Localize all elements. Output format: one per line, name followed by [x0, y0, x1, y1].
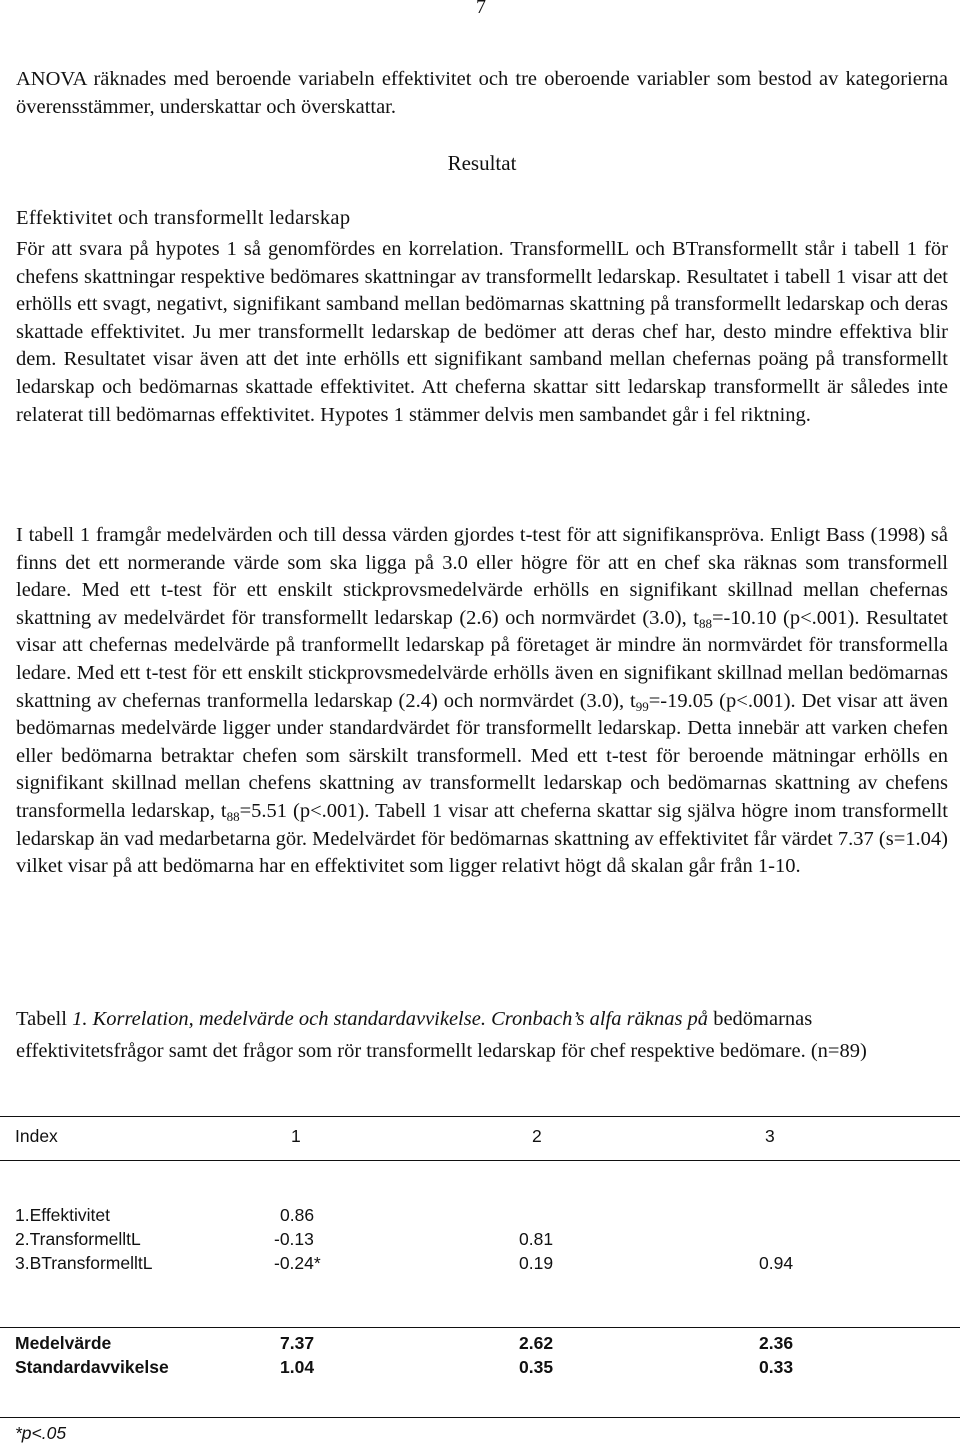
table-cell: 1.Effektivitet [15, 1205, 111, 1225]
table-header-col-1: 1 [291, 1126, 301, 1146]
table-cell: 2.TransformelltL [15, 1229, 141, 1249]
results-paragraph-2: I tabell 1 framgår medelvärden och till dessa värden gjordes t-test för att signifikanspröva. Enligt Bass (1998) så finns det ett normerande värde som ska ligga på 3.0 eller högre för att en chef ska räknas som transformell ledare. Med ett t-test för ett enskilt stickprovsmedelvärde erhölls en signifikant skillnad mellan chefernas skattning av medelvärdet för transformellt ledarskap (2.6) och normvärdet (3.0), $t_{88}=-10.10$ (p<.001). Resultatet visar att chefernas medelvärde på tranformellt ledarskap på företaget är mindre än normvärdet för transformella ledare. Med ett t-test för ett enskilt stickprovsmedelvärde erhölls även en signifikant skillnad mellan bedömarnas skattning av chefernas tranformella ledarskap (2.4) och normvärdet (3.0), $t_{99}=-19.05$ (p<.001). Det visar att även bedömarnas medelvärde ligger under standardvärdet för transformellt ledarskap. Detta innebär att varken chefen eller bedömarna betraktar chefen som särskilt transformell. Med ett t-test för beroende mätningar erhölls en signifikant skillnad mellan chefens skattning av transformellt ledarskap och bedömarnas skattning av chefens transformella ledarskap, $t_{88}=5.51$ (p<.001). Tabell 1 visar att cheferna skattar sig själva högre inom transformellt ledarskap än vad medarbetarna gör. Medelvärdet för bedömarnas skattning av effektivitet får värdet 7.37 (s=1.04) vilket visar på att bedömarna har en effektivitet som ligger relativt högt då skalan går från 1-10. [16, 524, 948, 878]
section-title: Resultat [447, 151, 517, 175]
table-cell: 0.35 [519, 1357, 554, 1377]
intro-paragraph: ANOVA räknades med beroende variabeln effektivitet och tre oberoende variabler som bestod av kategorierna överensstämmer, underskattar och överskattar. [16, 68, 948, 118]
table-cell: 0.86 [280, 1205, 315, 1225]
subsection-title: Effektivitet och transformellt ledarskap [16, 207, 351, 229]
caption-rest: bedömarnas effektivitetsfrågor samt det frågor som rör transformellt ledarskap för chef respektive bedömare. (n=89) [16, 1008, 867, 1062]
table-cell: 0.81 [519, 1229, 554, 1249]
table-cell: 3.BTransformelltL [15, 1253, 153, 1273]
table-bottom-rule [0, 1417, 960, 1418]
table-top-rule [0, 1116, 960, 1117]
table-footnote: *p<.05 [15, 1423, 67, 1443]
table-header-col-3: 3 [765, 1126, 775, 1146]
table-cell: -0.13 [274, 1229, 314, 1249]
results-paragraph-1: För att svara på hypotes 1 så genomfördes en korrelation. TransformellL och BTransformellt står i tabell 1 för chefens skattningar respektive bedömares skattningar av transformellt ledarskap. Resultatet i tabell 1 visar att det erhölls ett svagt, negativt, signifikant samband mellan bedömarnas skattning på transformellt ledarskap och deras skattade effektivitet. Ju mer transformellt ledarskap de bedömer att deras chef har, desto mindre effektiva blir dem. Resultatet visar även att det inte erhölls ett signifikant samband mellan chefernas poäng på transformellt ledarskap och bedömarnas skattade effektivitet. Att cheferna skattar sitt ledarskap transformellt är således inte relaterat till bedömarnas effektivitet. Hypotes 1 stämmer delvis men sambandet går i fel riktning. [16, 238, 948, 426]
table-header-index: Index [15, 1126, 58, 1146]
table-cell: 2.36 [759, 1333, 794, 1353]
table-cell: 1.04 [280, 1357, 315, 1377]
table-header-col-2: 2 [532, 1126, 542, 1146]
caption-italic: 1. Korrelation, medelvärde och standardavvikelse. Cronbach’s alfa räknas på [72, 1008, 709, 1030]
table-cell: Standardavvikelse [15, 1357, 169, 1377]
table-cell: Medelvärde [15, 1333, 112, 1353]
caption-label: Tabell [16, 1008, 67, 1030]
table-cell: 7.37 [280, 1333, 315, 1353]
table-cell: 2.62 [519, 1333, 554, 1353]
table-cell: 0.33 [759, 1357, 794, 1377]
table-header-rule [0, 1160, 960, 1161]
table-cell: 0.19 [519, 1253, 554, 1273]
table-cell: -0.24* [274, 1253, 321, 1273]
table-cell: 0.94 [759, 1253, 794, 1273]
table-stats-rule [0, 1327, 960, 1328]
table-caption [16, 1003, 916, 1067]
page-number: 7 [476, 0, 486, 18]
